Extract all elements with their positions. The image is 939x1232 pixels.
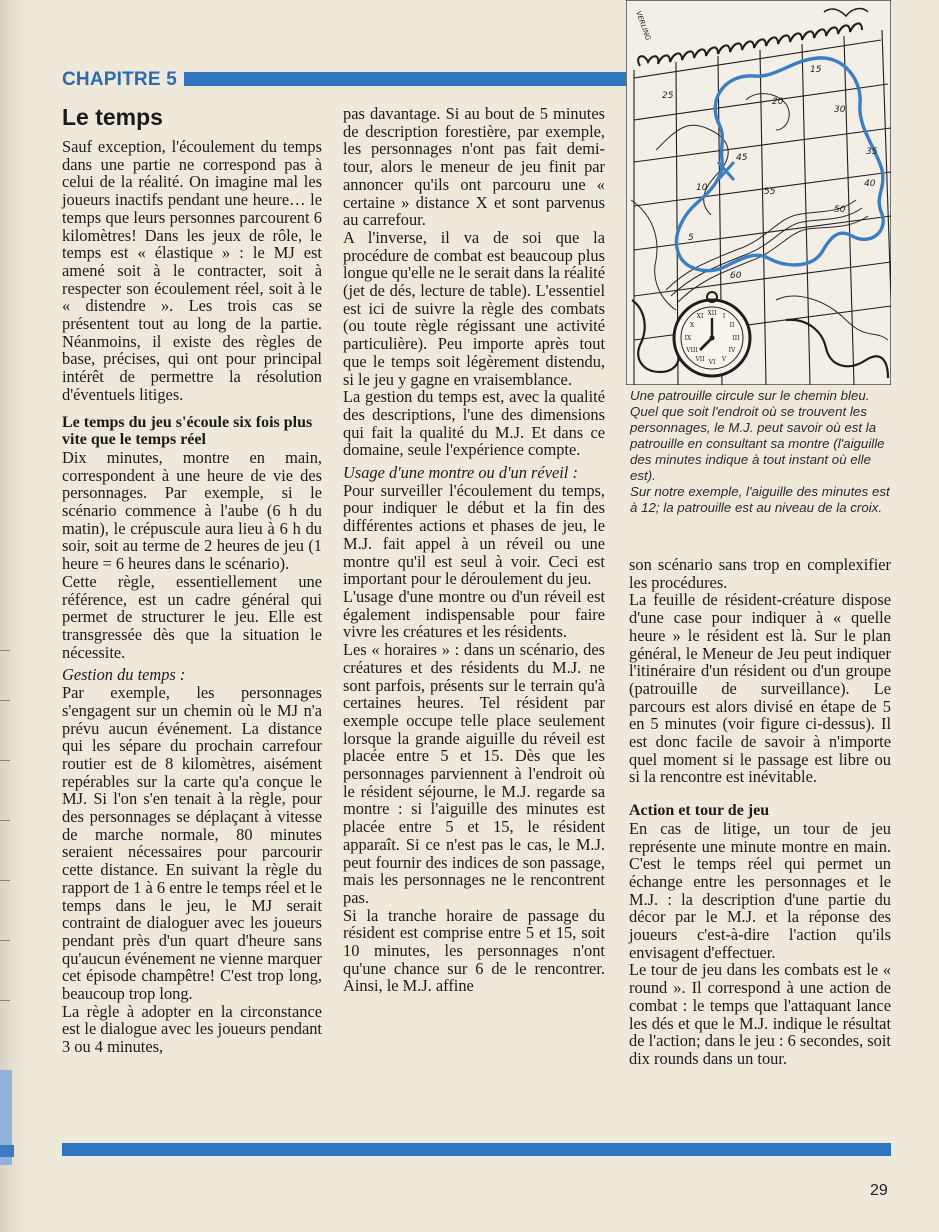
spine-rule (0, 650, 10, 651)
italic-subheading: Usage d'une montre ou d'un réveil : (343, 463, 578, 483)
clock-numeral: V (721, 356, 727, 363)
clock-numeral: XI (696, 313, 704, 320)
clock-numeral: III (732, 335, 740, 342)
route-marker: 30 (834, 105, 846, 115)
spine-rule (0, 880, 10, 881)
page-title: Le temps (62, 104, 163, 130)
artist-signature: VERLING (634, 9, 653, 42)
route-marker: 15 (810, 65, 822, 75)
text-column-1 (62, 138, 322, 1056)
spine-blue-mark (0, 1145, 14, 1157)
figure-caption (630, 388, 892, 516)
paragraph: L'usage d'une montre ou d'un réveil est également indispensable pour faire vivre les créatures et les résidents. (343, 586, 605, 642)
paragraph: Par exemple, les personnages s'engagent sur un chemin où le MJ n'a prévu aucun événement. La distance qui les sépare du prochain carrefour routier est de 8 kilomètres, aisément repérables sur la carte qu'a conçue le MJ. Si l'on s'en tenait à la règle, pour des personnages se déplaçant à vitesse de marche normale, 80 minutes seraient nécessaires pour parcourir cette distance. En suivant la règle du rapport de 1 à 6 entre le temps réel et le temps dans le jeu, le MJ serait contraint de dialoguer avec les joueurs pendant près d'un quart d'heure sans qu'aucun événement ne vienne marquer cet épisode champêtre! C'est trop long, beaucoup trop long. (62, 683, 322, 1004)
paragraph: Pour surveiller l'écoulement du temps, pour indiquer le début et la fin des différentes actions et phases de jeu, le M.J. fait appel à un réveil ou une montre qu'il est seul à voir. Ceci est important pour le déroulement du jeu. (343, 480, 605, 589)
route-marker: 40 (864, 179, 876, 189)
spine-rule (0, 1000, 10, 1001)
text-column-2 (343, 105, 605, 995)
paragraph: La règle à adopter en la circonstance est le dialogue avec les joueurs pendant 3 ou 4 minutes, (62, 1001, 322, 1057)
page-number: 29 (870, 1182, 888, 1199)
route-marker: 20 (772, 97, 784, 107)
route-marker: 10 (696, 183, 708, 193)
paragraph: Cette règle, essentiellement une référence, est un cadre général qui permet de structurer le jeu. Elle est transgressée dès que la situation le nécessite. (62, 571, 322, 662)
caption-paragraph: Sur notre exemple, l'aiguille des minutes est à 12; la patrouille est au niveau de la croix. (630, 484, 890, 515)
subheading: Le temps du jeu s'écoule six fois plus vite que le temps réel (62, 413, 313, 449)
italic-subheading: Gestion du temps : (62, 665, 186, 685)
page-spine-shadow (0, 0, 34, 1232)
route-marker: 50 (834, 205, 846, 215)
route-marker: 25 (662, 91, 674, 101)
spine-rule (0, 700, 10, 701)
clock-numeral: VI (708, 359, 716, 366)
footer-rule (62, 1143, 891, 1156)
paragraph: Les « horaires » : dans un scénario, des créatures et des résidents du M.J. ne sont parfois, présents sur le terrain qu'à certaines heures. Tel résident par exemple occupe telle place seulement lorsque la grande aiguille du réveil est placée entre 5 et 15. Dès que les personnages parviennent à l'endroit où le résident séjourne, le M.J. regarde sa montre : si l'aiguille des minutes est placée entre 5 et 15, le résident apparaît. Si ce n'est pas le cas, le M.J. peut fournir des indices de son passage, mais les personnages ne le rencontrent pas. (343, 640, 605, 907)
paragraph: En cas de litige, un tour de jeu représente une minute montre en main. C'est le temps réel qui permet un échange entre les personnages et le M.J. : la description d'une partie du décor par le M.J. et la réponse des joueurs c'est-à-dire l'action qu'ils envisagent d'effectuer. (629, 818, 891, 962)
paragraph: La feuille de résident-créature dispose d'une case pour indiquer à « quelle heure » le résident est là. Sur le plan général, le Meneur de Jeu peut indiquer l'itinéraire d'un résident ou d'un groupe (patrouille de surveillance). Le parcours est alors divisé en étape de 5 en 5 minutes (voir figure ci-dessus). Il est donc facile de savoir à n'importe quel moment si le passage est libre ou si la rencontre est inévitable. (629, 590, 891, 787)
clock-numeral: X (689, 322, 695, 329)
paragraph: Le tour de jeu dans les combats est le « round ». Il correspond à une action de combat : le temps que l'attaquant lance les dés et que le M.J. indique le résultat de l'action; dans le jeu : 6 secondes, soit dix rounds dans un tour. (629, 960, 891, 1068)
chapter-label: CHAPITRE 5 (62, 69, 177, 90)
paragraph: A l'inverse, il va de soi que la procédure de combat est beaucoup plus longue qu'elle ne le serait dans la réalité (jet de dés, lecture de table). L'essentiel est ici de suivre la règle des combats (ou toute règle régissant une activité particulière). Peu importe après tout que le temps soit légèrement distendu, si le jeu y gagne en vraisemblance. (343, 227, 605, 389)
spine-rule (0, 940, 10, 941)
paragraph: Sauf exception, l'écoulement du temps dans une partie ne correspond pas à celui de la réalité. On imagine mal les joueurs inactifs pendant une heure… le temps que leurs personnes parcourent 6 kilomètres! Dans les jeux de rôle, le temps est « élastique » : le MJ est amené soit à le contracter, soit à respecter son écoulement réel, soit à le « distendre ». Les trois cas se présentent tout au long de la partie. Néanmoins, il existe des règles de base, précises, qui ont pour principal intérêt de permettre la résolution d'éventuels litiges. (62, 137, 322, 404)
clock-numeral: IX (684, 335, 692, 342)
paragraph: La gestion du temps est, avec la qualité des descriptions, l'une des dimensions qui fait la qualité du M.J. Et dans ce domaine, seule l'expérience compte. (343, 387, 605, 460)
patrol-map-illustration (626, 0, 891, 385)
clock-numeral: VII (695, 356, 705, 363)
route-marker: 55 (764, 187, 776, 197)
route-marker: 5 (688, 233, 694, 243)
text-column-3 (629, 556, 891, 1068)
spine-rule (0, 820, 10, 821)
clock-numeral: II (729, 322, 735, 329)
chapter-rule (184, 72, 626, 86)
clock-numeral: I (722, 313, 726, 320)
caption-paragraph: Une patrouille circule sur le chemin bleu. Quel que soit l'endroit où se trouvent les personnages, le M.J. peut savoir où est la patrouille en consultant sa montre (l'aiguille des minutes indique à tout instant où elle est). (630, 388, 885, 483)
paragraph: Dix minutes, montre en main, correspondent à une heure de vie des personnages. Par exemple, si le scénario commence à l'aube (6 h du matin), le crépuscule aura lieu à 6 h du soir, soit au terme de 2 heures de jeu (1 heure = 6 heures dans le scénario). (62, 447, 322, 574)
spine-rule (0, 760, 10, 761)
paragraph: Si la tranche horaire de passage du résident est comprise entre 5 et 15, soit 10 minutes, les personnages n'ont qu'une chance sur 6 de le rencontrer. Ainsi, le M.J. affine (343, 905, 605, 996)
clock-numeral: XII (707, 310, 717, 317)
subheading: Action et tour de jeu (629, 802, 770, 820)
paragraph: pas davantage. Si au bout de 5 minutes de description forestière, par exemple, les personnages n'ont pas fait demi-tour, alors le meneur de jeu finit par annoncer qu'ils ont parcouru une « certaine » distance X et sont parvenus au carrefour. (343, 104, 605, 230)
route-marker: 35 (866, 147, 878, 157)
paragraph: son scénario sans trop en complexifier les procédures. (629, 555, 891, 592)
route-marker: 45 (736, 153, 748, 163)
route-marker: 60 (730, 271, 742, 281)
clock-numeral: IV (728, 347, 736, 354)
clock-numeral: VIII (686, 347, 698, 354)
